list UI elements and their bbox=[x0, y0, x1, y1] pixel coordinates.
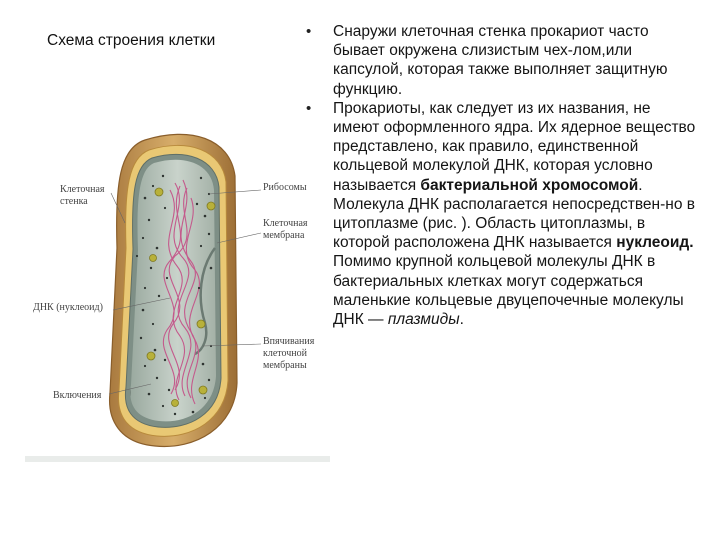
paragraph-nucleoid-b: . Молекула ДНК располагается непосредствен-но в цитоплазме (рис. ). Область цитоплазмы, в которой расположена ДНК называется bbox=[333, 176, 695, 252]
paragraph-nucleoid-a: Прокариоты, как следует из их названия, не имеют оформленного ядра. Их ядерное вещество представлено, как правило, единственной кольцевой молекулой ДНК, которая условно называется bbox=[333, 99, 696, 194]
bullet-list bbox=[302, 22, 697, 329]
bullet-item bbox=[302, 22, 697, 99]
label-cell-wall-2: стенка bbox=[60, 196, 88, 207]
paragraph-nucleoid-c: Помимо крупной кольцевой молекулы ДНК в бактериальных клетках могут содержаться маленькие кольцевые двуцепочечные молекулы ДНК — bbox=[333, 253, 684, 329]
label-invagination-3: мембраны bbox=[263, 360, 307, 371]
bullet-item bbox=[302, 99, 697, 329]
term-nucleoid: нуклеоид. bbox=[616, 234, 694, 252]
label-cell-wall-1: Клеточная bbox=[60, 184, 105, 195]
paragraph-capsule: Снаружи клеточная стенка прокариот часто бывает окружена слизистым чех-лом,или капсулой, которая также выполняет защитную функцию. bbox=[333, 23, 668, 98]
paragraph-end: . bbox=[459, 311, 464, 329]
term-plasmids: плазмиды bbox=[387, 311, 460, 329]
label-dna: ДНК (нуклеоид) bbox=[33, 302, 103, 313]
label-invagination-2: клеточной bbox=[263, 348, 307, 359]
ground-shadow bbox=[25, 456, 330, 462]
label-ribosomes: Рибосомы bbox=[263, 182, 307, 193]
cell-diagram-svg bbox=[25, 128, 330, 463]
label-membrane-2: мембрана bbox=[263, 230, 305, 241]
label-inclusions: Включения bbox=[53, 390, 102, 401]
label-invagination-1: Впячивания bbox=[263, 336, 315, 347]
term-bacterial-chromosome: бактериальной хромосомой bbox=[420, 176, 639, 194]
slide-title: Схема строения клетки bbox=[47, 32, 216, 49]
label-membrane-1: Клеточная bbox=[263, 218, 308, 229]
cell-diagram bbox=[25, 128, 330, 463]
